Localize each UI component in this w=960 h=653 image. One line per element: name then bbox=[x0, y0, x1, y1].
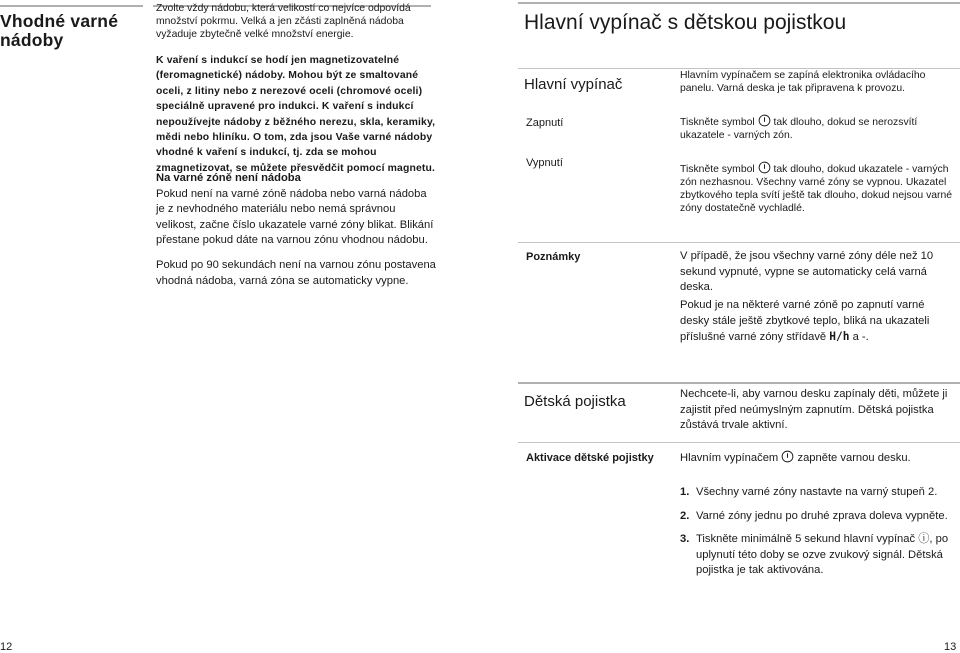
activation-text-b: zapněte varnou desku. bbox=[797, 452, 911, 464]
page-title: Hlavní vypínač s dětskou pojistkou bbox=[524, 11, 847, 34]
rule-child-lock bbox=[518, 382, 960, 384]
top-rule-right bbox=[518, 2, 960, 4]
off-label: Vypnutí bbox=[526, 157, 563, 169]
section-title: Vhodné varné nádoby bbox=[0, 11, 119, 50]
power-symbol-icon bbox=[758, 161, 771, 174]
child-lock-text: Nechcete-li, aby varnou desku zapínaly děti, můžete ji zajistit před neúmyslným zapnutím. Dětská pojistka zůstává trvale aktivní. bbox=[680, 388, 948, 432]
notes-label: Poznámky bbox=[526, 251, 581, 263]
activation-label: Aktivace dětské pojistky bbox=[526, 452, 654, 464]
off-text bbox=[680, 161, 955, 215]
step-text: Všechny varné zóny nastavte na varný stupeň 2. bbox=[696, 486, 938, 498]
top-rule-left-a bbox=[0, 5, 143, 7]
main-switch-text: Hlavním vypínačem se zapíná elektronika ovládacího panelu. Varná deska je tak připravena k provozu. bbox=[680, 70, 926, 94]
notes-text-2 bbox=[680, 298, 955, 346]
rule-activation bbox=[518, 442, 960, 443]
on-text bbox=[680, 114, 955, 142]
intro-text: Zvolte vždy nádobu, která velikostí co nejvíce odpovídá množství pokrmu. Velká a jen zčásti zaplněná nádoba vyžaduje zbytečně velké množství energie. bbox=[156, 3, 411, 40]
activation-steps bbox=[680, 485, 956, 587]
notes-text-1: V případě, že jsou všechny varné zóny déle než 10 sekund vypnuté, vypne se automaticky celá varná deska. bbox=[680, 250, 934, 294]
off-text-a: Tiskněte symbol bbox=[680, 164, 755, 175]
step-number: 1. bbox=[680, 486, 690, 498]
on-text-b: tak dlouho, dokud se nerozsvítí ukazatele - varných zón. bbox=[680, 117, 918, 141]
notes-text-2c: a -. bbox=[852, 331, 869, 344]
step-number: 3. bbox=[680, 533, 690, 546]
child-lock-heading: Dětská pojistka bbox=[524, 393, 626, 410]
step-number: 2. bbox=[680, 509, 690, 522]
step-item bbox=[680, 485, 956, 501]
no-pot-text: Pokud není na varné zóně nádoba nebo varná nádoba je z nevhodného materiálu nebo nemá správnou velikost, začne číslo ukazatele varné zóny blikat. Blikání přestane pokud dáte na varnou zónu vhodnou nádobu. bbox=[156, 187, 434, 247]
page-number-right: 13 bbox=[944, 641, 957, 653]
step-text: Tiskněte minimálně 5 sekund hlavní vypínač ⓘ, po uplynutí této doby se ozve zvukový signál. Dětská pojistka je tak aktivována. bbox=[696, 533, 949, 577]
main-switch-heading: Hlavní vypínač bbox=[524, 76, 623, 93]
induction-warning: K vaření s indukcí se hodí jen magnetizovatelné (feromagnetické) nádoby. Mohou být ze smaltované oceli, z litiny nebo z nerezové oceli (chromové oceli) speciálně upravené pro indukci. K vaření s indukcí nepoužívejte nádoby z běžného nerezu, skla, keramiky, mědi nebo hliníku. O tom, zda jsou Vaše varné nádoby vhodné k vaření s indukcí, tj. zda se mohou zmagnetizovat, se můžete přesvědčit pomocí magnetu. bbox=[156, 55, 436, 174]
power-symbol-icon bbox=[758, 114, 771, 127]
rule-notes bbox=[518, 242, 960, 243]
on-text-a: Tiskněte symbol bbox=[680, 117, 755, 128]
power-symbol-icon bbox=[781, 450, 794, 463]
activation-text bbox=[680, 450, 955, 467]
page-number-left: 12 bbox=[0, 641, 13, 653]
no-pot-section bbox=[156, 171, 438, 289]
step-item bbox=[680, 532, 956, 579]
activation-text-a: Hlavním vypínačem bbox=[680, 452, 779, 464]
step-text: Varné zóny jednu po druhé zprava doleva vypněte. bbox=[696, 509, 948, 522]
notes-text-2a: Pokud je na některé varné zóně po zapnutí varné desky stále ještě zbytkové teplo, bliká na ukazateli příslušné varné zóny střídavě bbox=[680, 299, 930, 344]
step-item bbox=[680, 509, 956, 525]
no-pot-heading: Na varné zóně není nádoba bbox=[156, 172, 301, 184]
off-text-b: tak dlouho, dokud ukazatele - varných zón nezhasnou. Všechny varné zóny se vypnou. Ukazatel zbytkového tepla svítí ještě tak dlouho, dokud nejsou varné zóny dostatečně vychladlé. bbox=[680, 164, 953, 214]
residual-heat-symbol: H/h bbox=[829, 330, 850, 344]
on-label: Zapnutí bbox=[526, 117, 564, 129]
no-pot-text-2: Pokud po 90 sekundách není na varnou zónu postavena vhodná nádoba, varná zóna se automaticky vypne. bbox=[156, 258, 436, 287]
